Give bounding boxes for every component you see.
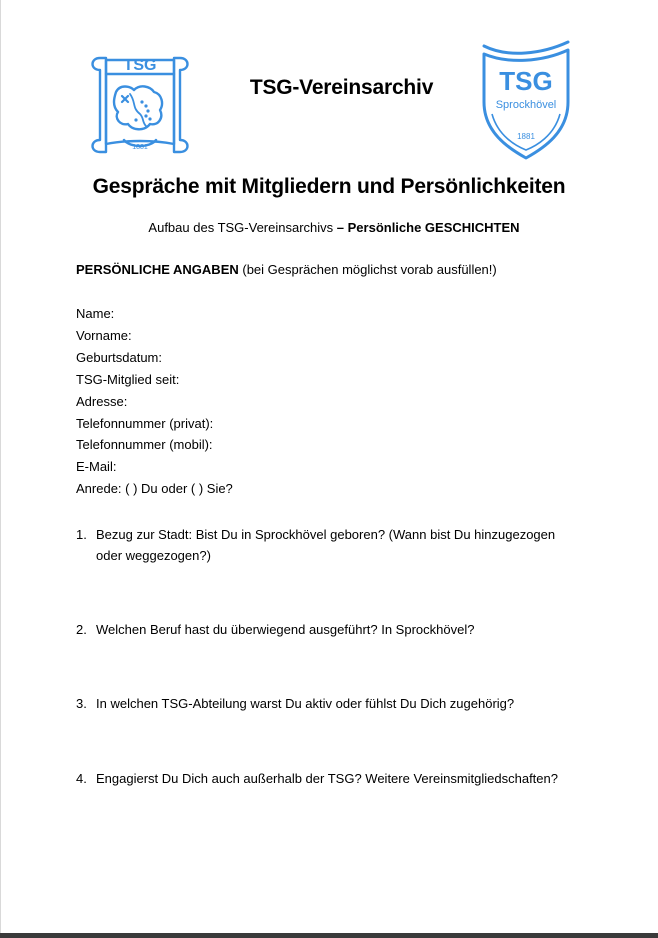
field-phone-private: Telefonnummer (privat): (76, 415, 214, 431)
field-first-name: Vorname: (76, 327, 132, 343)
question-number: 3. (76, 696, 87, 711)
subtitle-bold-text: – Persönliche GESCHICHTEN (336, 220, 520, 235)
question-number: 2. (76, 622, 87, 637)
question-number: 4. (76, 771, 87, 786)
logo-right-text: TSG (499, 66, 553, 96)
tsg-sprockhoevel-shield-logo (478, 40, 574, 160)
tsg-archive-map-logo (86, 44, 194, 158)
personal-data-fields (76, 303, 233, 500)
personal-data-heading-note: (bei Gesprächen möglichst vorab ausfüllen!) (238, 262, 497, 277)
question-text: In welchen TSG-Abteilung warst Du aktiv oder fühlst Du Dich zugehörig? (96, 696, 515, 711)
question-text: Welchen Beruf hast du überwiegend ausgeführt? In Sprockhövel? (96, 622, 475, 637)
field-member-since: TSG-Mitglied seit: (76, 371, 180, 387)
logo-right-year: 1881 (517, 132, 535, 141)
document-title: Gespräche mit Mitgliedern und Persönlichkeiten (92, 175, 566, 198)
logo-right-place: Sprockhövel (495, 99, 557, 111)
personal-data-heading (76, 262, 497, 277)
field-birth-date: Geburtsdatum: (76, 349, 162, 365)
header-title: TSG-Vereinsarchiv (249, 76, 434, 99)
logo-left-text: TSG (123, 57, 157, 74)
page-edge (0, 0, 1, 938)
field-salutation: Anrede: ( ) Du oder ( ) Sie? (76, 481, 233, 497)
subtitle-text: Aufbau des TSG-Vereinsarchivs (148, 220, 337, 235)
field-address: Adresse: (76, 393, 128, 409)
field-phone-mobile: Telefonnummer (mobil): (76, 437, 213, 453)
question-text: Bezug zur Stadt: Bist Du in Sprockhövel geboren? (Wann bist Du hinzugezogen oder weggezogen?) (96, 527, 556, 563)
question-number: 1. (76, 527, 87, 542)
field-name: Name: (76, 306, 115, 321)
personal-data-heading-bold: PERSÖNLICHE ANGABEN (76, 262, 239, 277)
document-subtitle (0, 220, 658, 235)
field-email: E-Mail: (76, 459, 117, 475)
question-text: Engagierst Du Dich auch außerhalb der TSG? Weitere Vereinsmitgliedschaften? (96, 771, 558, 786)
logo-left-year: 1881 (132, 144, 148, 151)
bottom-bar (0, 933, 658, 938)
